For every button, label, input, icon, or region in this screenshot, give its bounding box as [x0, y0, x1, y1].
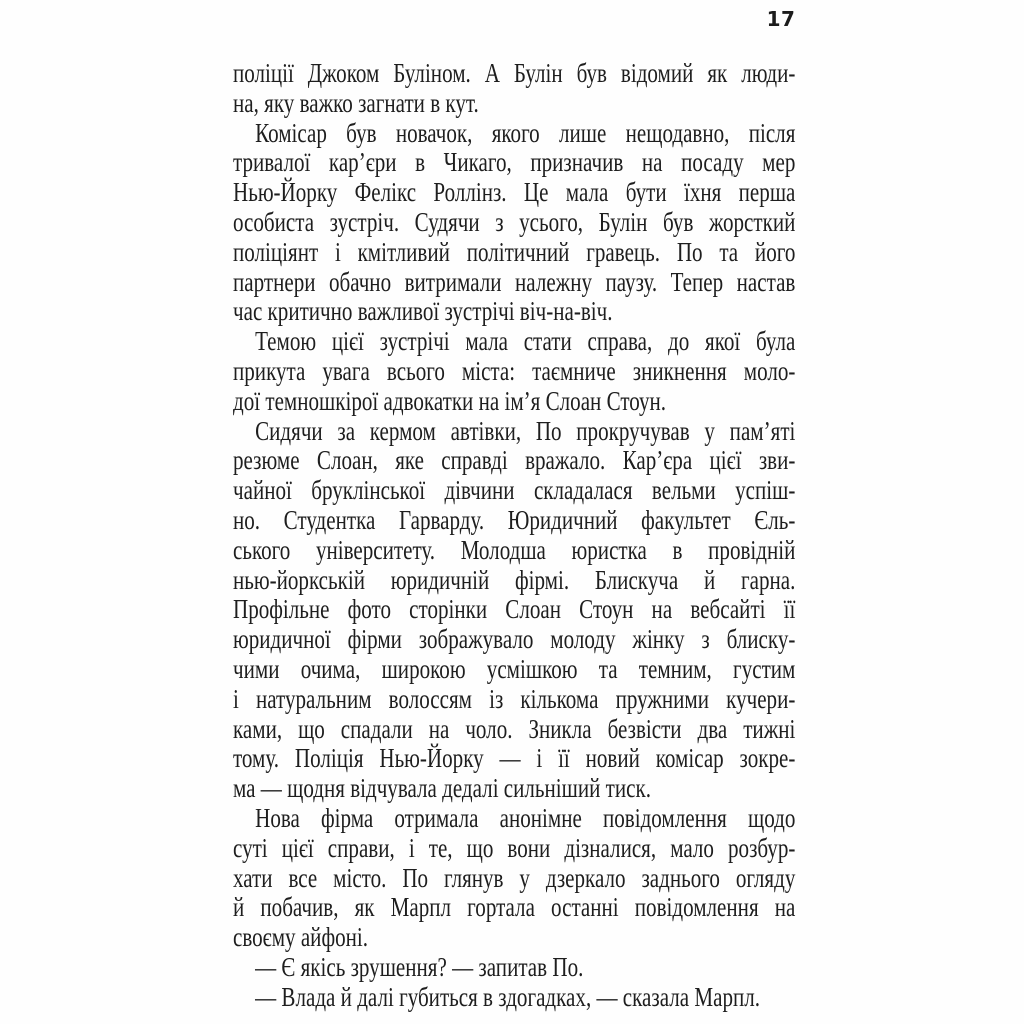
text-line: чайної бруклінської дівчини складалася вельми успіш- [233, 475, 796, 506]
paragraph [233, 327, 795, 416]
text-line: — Є якісь зрушення? — запитав По. [255, 951, 584, 982]
text-line: Нова фірма отримала анонімне повідомлення щодо [255, 802, 796, 833]
text-block [233, 59, 795, 1013]
paragraph [233, 953, 795, 983]
text-line: Профільне фото сторінки Слоан Стоун на вебсайті її [233, 594, 796, 625]
text-line: тривалої кар’єри в Чикаго, призначив на посаду мер [233, 147, 796, 178]
text-line: дої темношкірої адвокатки на ім’я Слоан Стоун. [233, 385, 667, 416]
paragraph [233, 804, 795, 953]
text-line: резюме Слоан, яке справді вражало. Кар’єра цієї зви- [233, 445, 796, 476]
text-line: нью-йоркській юридичній фірмі. Блискуча й гарна. [233, 564, 796, 595]
text-line: поліціянт і кмітливий політичний гравець. По та його [233, 236, 796, 267]
text-line: тому. Поліція Нью-Йорку — і її новий комісар зокре- [233, 743, 796, 774]
text-line: чими очима, широкою усмішкою та темним, густим [233, 653, 796, 684]
text-line: юридичної фірми зображувало молоду жінку з блиску- [233, 624, 796, 655]
text-line: — Влада й далі губиться в здогадках, — сказала Марпл. [255, 981, 761, 1012]
text-line: ками, що спадали на чоло. Зникла безвісти два тижні [233, 713, 796, 744]
paragraph [233, 119, 795, 328]
text-line: час критично важливої зустрічі віч-на-віч. [233, 296, 613, 327]
text-line: ма — щодня відчувала дедалі сильніший тиск. [233, 773, 652, 804]
text-line: прикута увага всього міста: таємниче зникнення моло- [233, 355, 796, 386]
text-line: на, яку важко загнати в кут. [233, 87, 479, 118]
paragraph [233, 59, 795, 119]
paragraph [233, 417, 795, 804]
text-line: й побачив, як Марпл гортала останні повідомлення на [233, 892, 796, 923]
paragraph [233, 983, 795, 1013]
text-line: Нью-Йорку Фелікс Роллінз. Це мала бути їхня перша [233, 177, 796, 208]
text-line: Темою цієї зустрічі мала стати справа, до якої була [255, 326, 796, 357]
text-line: Комісар був новачок, якого лише нещодавно, після [255, 117, 796, 148]
text-line: суті цієї справи, і те, що вони дізналися, мало розбур- [233, 832, 796, 863]
text-line: хати все місто. По глянув у дзеркало заднього огляду [233, 862, 796, 893]
text-line: своєму айфоні. [233, 922, 369, 953]
text-line: ського університету. Молодша юристка в провідній [233, 534, 796, 565]
page-number: 17 [766, 7, 796, 31]
text-line: партнери обачно витримали належну паузу. Тепер настав [233, 266, 796, 297]
text-line: Сидячи за кермом автівки, По прокручував у пам’яті [255, 415, 796, 446]
text-line: особиста зустріч. Судячи з усього, Булін був жорсткий [233, 206, 796, 237]
text-line: поліції Джоком Буліном. А Булін був відомий як люди- [233, 58, 796, 88]
text-line: но. Студентка Гарварду. Юридичний факультет Єль- [233, 504, 796, 535]
text-line: і натуральним волоссям із кількома пружними кучери- [233, 683, 796, 714]
